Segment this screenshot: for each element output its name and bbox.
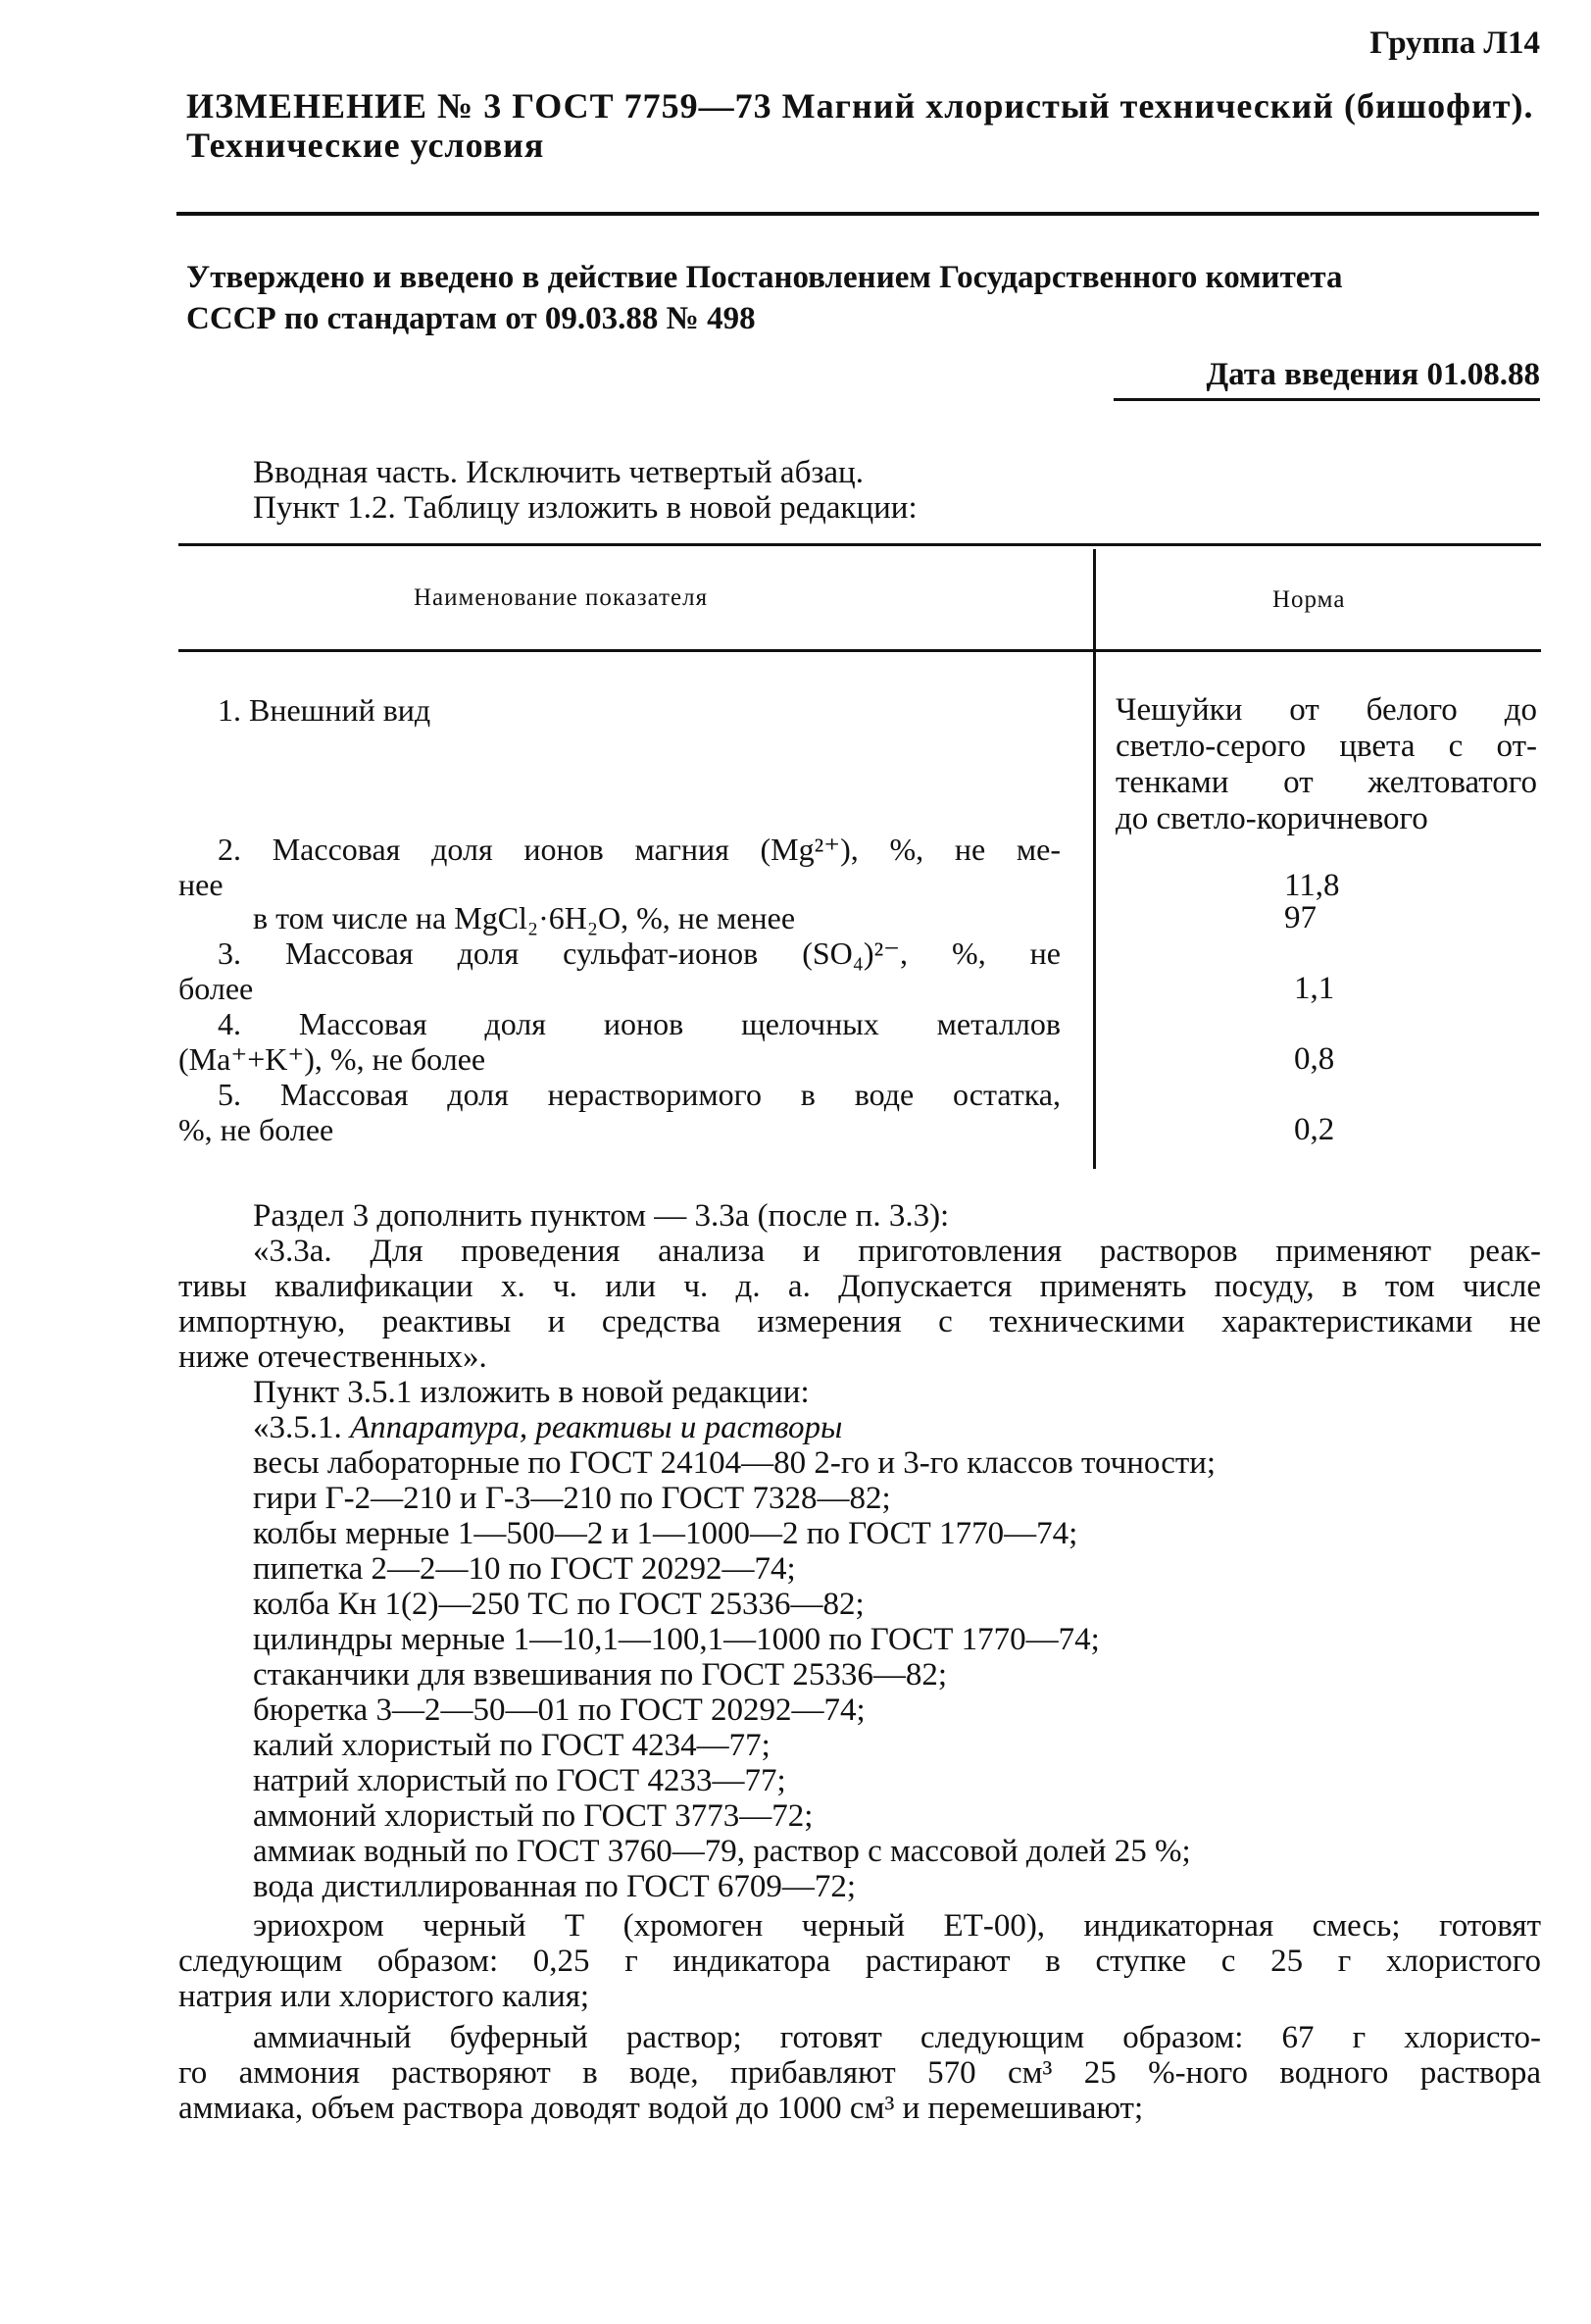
subsection-number: «3.5.1. — [253, 1410, 342, 1445]
section3-intro: Раздел 3 дополнить пунктом — 3.3а (после п. 3.3): — [253, 1198, 950, 1234]
intro-line-1: Вводная часть. Исключить четвертый абзац. — [253, 455, 864, 490]
table-row-1-name: 1. Внешний вид — [218, 692, 431, 728]
list-item: аммоний хлористый по ГОСТ 3773—72; — [253, 1798, 814, 1834]
list-item: стаканчики для взвешивания по ГОСТ 25336—82; — [253, 1657, 948, 1692]
header-norm: Норма — [1272, 586, 1346, 613]
section3-body — [178, 1234, 1541, 1445]
intro-line-2: Пункт 1.2. Таблицу изложить в новой редакции: — [253, 490, 918, 526]
effective-date: Дата введения 01.08.88 — [1206, 357, 1540, 392]
approval-text — [186, 257, 1539, 339]
list-item: пипетка 2—2—10 по ГОСТ 20292—74; — [253, 1551, 796, 1587]
table-row-1-norm — [1116, 692, 1537, 837]
norm-line: тенками от желтоватого — [1116, 765, 1537, 800]
approval-line-1: Утверждено и введено в действие Постановлением Государственного комитета — [186, 260, 1343, 295]
paragraph-line: «3.3а. Для проведения анализа и приготовления растворов применяют реак- — [253, 1234, 1541, 1269]
group-label: Группа Л14 — [1369, 25, 1540, 61]
date-underline — [1114, 398, 1540, 401]
norm-line: светло-серого цвета с от- — [1116, 729, 1537, 764]
equipment-list — [253, 1445, 1216, 1904]
table-row-2b-name: в том числе на MgCl₂·6H₂O, %, не менее — [253, 900, 796, 935]
table-row-4-norm: 0,8 — [1294, 1041, 1335, 1077]
row-line: 3. Массовая доля сульфат-ионов (SO₄)²⁻, %, не — [218, 935, 1061, 971]
list-item: вода дистиллированная по ГОСТ 6709—72; — [253, 1869, 857, 1904]
list-item: аммиак водный по ГОСТ 3760—79, раствор с массовой долей 25 %; — [253, 1834, 1191, 1869]
row-line: более — [178, 971, 254, 1006]
document-title — [186, 86, 1533, 165]
title-line-2: Технические условия — [186, 126, 545, 165]
row-line: (Ma⁺+K⁺), %, не более — [178, 1041, 486, 1077]
list-item: натрий хлористый по ГОСТ 4233—77; — [253, 1763, 786, 1798]
list-item: цилиндры мерные 1—10,1—100,1—1000 по ГОСТ 1770—74; — [253, 1622, 1100, 1657]
subsection-heading — [178, 1410, 1541, 1445]
paragraph-line: аммиачный буферный раствор; готовят следующим образом: 67 г хлористо- — [253, 2020, 1541, 2055]
row-line: 5. Массовая доля нерастворимого в воде остатка, — [218, 1077, 1061, 1112]
paragraph-line: ниже отечественных». — [178, 1339, 487, 1375]
paragraph-line: аммиака, объем раствора доводят водой до 1000 см³ и перемешивают; — [178, 2091, 1144, 2126]
paragraph-line: натрия или хлористого калия; — [178, 1979, 590, 2014]
title-divider — [176, 212, 1539, 216]
paragraph-line: тивы квалификации х. ч. или ч. д. а. Допускается применять посуду, в том числе — [178, 1269, 1541, 1304]
table-header-rule — [178, 649, 1541, 652]
table-row-3-norm: 1,1 — [1294, 971, 1335, 1006]
table-row-2b-norm: 97 — [1284, 900, 1317, 935]
row-line: 4. Массовая доля ионов щелочных металлов — [218, 1006, 1061, 1041]
paragraph-line: эриохром черный Т (хромоген черный ЕТ-00), индикаторная смесь; готовят — [253, 1908, 1541, 1944]
row-line: 2. Массовая доля ионов магния (Mg²⁺), %, не ме- — [218, 832, 1061, 867]
title-line-1: ИЗМЕНЕНИЕ № 3 ГОСТ 7759—73 Магний хлористый технический (бишофит). — [186, 86, 1534, 126]
table-row-4-name — [178, 1006, 1061, 1077]
list-item: гири Г-2—210 и Г-3—210 по ГОСТ 7328—82; — [253, 1481, 891, 1516]
header-indicator: Наименование показателя — [414, 584, 709, 611]
table-row-5-norm: 0,2 — [1294, 1112, 1335, 1147]
table-row-3-name — [178, 935, 1061, 1006]
list-item: колба Кн 1(2)—250 ТС по ГОСТ 25336—82; — [253, 1587, 865, 1622]
paragraph-line: го аммония растворяют в воде, прибавляют 570 см³ 25 %-ного водного раствора — [178, 2055, 1541, 2091]
table-row-2-norm: 11,8 — [1284, 868, 1340, 903]
norm-line: до светло-коричневого — [1116, 801, 1428, 836]
list-item: бюретка 3—2—50—01 по ГОСТ 20292—74; — [253, 1692, 866, 1728]
norm-line: Чешуйки от белого до — [1116, 692, 1537, 728]
list-item: весы лабораторные по ГОСТ 24104—80 2-го и 3-го классов точности; — [253, 1445, 1217, 1481]
paragraph-line: Пункт 3.5.1 изложить в новой редакции: — [253, 1375, 810, 1410]
table-column-divider — [1093, 549, 1096, 1169]
paragraph-line: импортную, реактивы и средства измерения с техническими характеристиками не — [178, 1304, 1541, 1339]
table-row-5-name — [178, 1077, 1061, 1147]
list-item: колбы мерные 1—500—2 и 1—1000—2 по ГОСТ 1770—74; — [253, 1516, 1078, 1551]
indicator-paragraph — [178, 1908, 1541, 2014]
row-line: %, не более — [178, 1112, 334, 1147]
row-line: нее — [178, 867, 224, 902]
table-row-2-name — [178, 832, 1061, 902]
approval-line-2: СССР по стандартам от 09.03.88 № 498 — [186, 301, 756, 336]
paragraph-line: следующим образом: 0,25 г индикатора растирают в ступке с 25 г хлористого — [178, 1944, 1541, 1979]
table-top-rule — [178, 543, 1541, 546]
buffer-paragraph — [178, 2020, 1541, 2126]
list-item: калий хлористый по ГОСТ 4234—77; — [253, 1728, 771, 1763]
subsection-title: Аппаратура, реактивы и растворы — [350, 1410, 843, 1445]
